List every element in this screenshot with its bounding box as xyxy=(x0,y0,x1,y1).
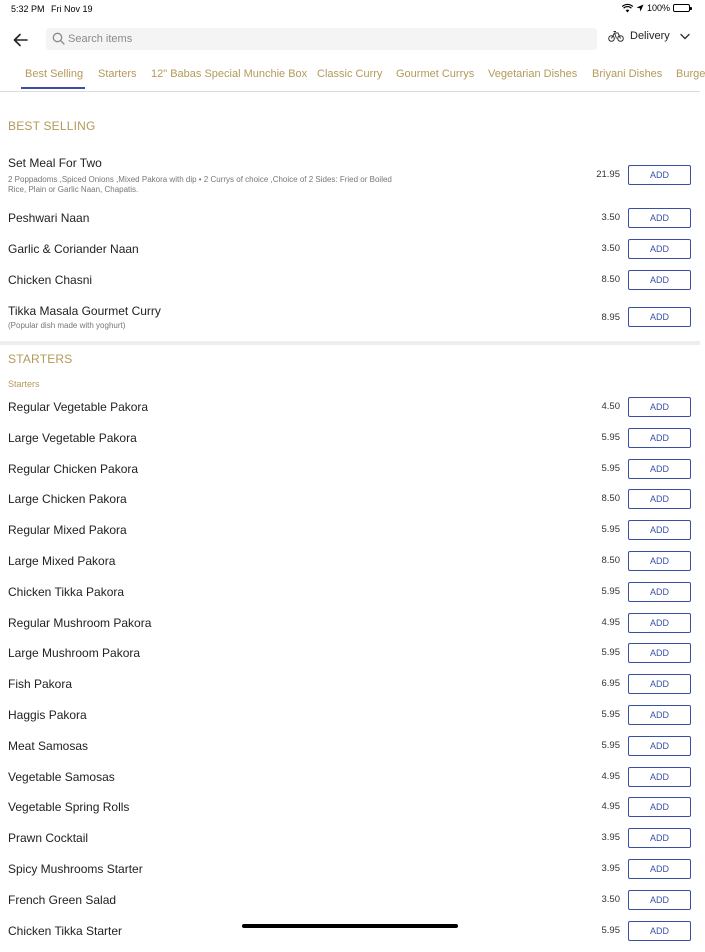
battery-percent: 100% xyxy=(646,3,670,13)
item-name: Chicken Chasni xyxy=(8,273,93,287)
battery-icon xyxy=(673,4,690,12)
add-button[interactable]: ADD xyxy=(628,797,691,817)
add-button[interactable]: ADD xyxy=(628,890,691,910)
wifi-icon xyxy=(622,4,633,13)
item-name: Large Mushroom Pakora xyxy=(8,646,141,661)
add-button[interactable]: ADD xyxy=(628,613,691,633)
item-name: Regular Chicken Pakora xyxy=(8,461,139,476)
list-item xyxy=(0,800,700,828)
add-button[interactable]: ADD xyxy=(628,307,691,327)
tab-best-selling[interactable]: Best Selling xyxy=(25,68,84,80)
item-name: Garlic & Coriander Naan xyxy=(8,242,139,256)
item-name: Spicy Mushrooms Starter xyxy=(8,862,143,876)
list-item xyxy=(0,831,700,859)
item-name: Fish Pakora xyxy=(8,677,73,692)
chevron-down-icon xyxy=(680,33,690,40)
item-price: 5.95 xyxy=(601,709,620,720)
search-icon xyxy=(52,32,65,45)
list-item xyxy=(0,585,700,613)
item-price: 4.95 xyxy=(601,801,620,813)
list-item xyxy=(0,893,700,921)
add-button[interactable]: ADD xyxy=(628,828,691,848)
item-name: Vegetable Spring Rolls xyxy=(8,800,130,815)
item-name: Regular Vegetable Pakora xyxy=(8,400,149,414)
search-bar[interactable] xyxy=(46,28,597,50)
item-name: Chicken Tikka Starter xyxy=(8,923,123,938)
tab-briyani-dishes[interactable]: Briyani Dishes xyxy=(592,68,663,80)
list-item xyxy=(0,646,700,674)
add-button[interactable]: ADD xyxy=(628,551,691,571)
item-price: 3.50 xyxy=(601,212,620,223)
add-button[interactable]: ADD xyxy=(628,397,691,417)
list-item xyxy=(0,156,700,194)
item-name: Large Chicken Pakora xyxy=(8,492,127,507)
search-input[interactable] xyxy=(68,28,588,50)
add-button[interactable]: ADD xyxy=(628,705,691,725)
item-price: 5.95 xyxy=(601,431,620,443)
item-price: 3.50 xyxy=(601,893,620,905)
section-subtitle-starters: Starters xyxy=(8,379,40,389)
item-price: 8.50 xyxy=(601,555,620,566)
item-name: Regular Mixed Pakora xyxy=(8,523,127,538)
section-title-best-selling: BEST SELLING xyxy=(8,119,96,133)
tab-gourmet-currys[interactable]: Gourmet Currys xyxy=(396,68,475,80)
section-title-starters: STARTERS xyxy=(8,352,73,366)
status-time: 5:32 PM xyxy=(11,4,45,14)
add-button[interactable]: ADD xyxy=(628,208,691,228)
item-price: 3.95 xyxy=(601,863,620,874)
list-item xyxy=(0,862,700,890)
item-price: 21.95 xyxy=(596,169,620,180)
add-button[interactable]: ADD xyxy=(628,736,691,756)
item-price: 5.95 xyxy=(601,739,620,751)
item-price: 5.95 xyxy=(601,585,620,597)
item-price: 5.95 xyxy=(601,647,620,659)
item-name: Prawn Cocktail xyxy=(8,831,89,846)
status-indicators xyxy=(622,3,690,13)
arrow-left-icon xyxy=(10,30,32,50)
item-description: 2 Poppadoms ,Spiced Onions ,Mixed Pakora with dip • 2 Currys of choice ,Choice of 2 Sides: Fried or Boiled Rice, Plain or Garlic Naan, Chapatis. xyxy=(8,175,392,194)
add-button[interactable]: ADD xyxy=(628,582,691,602)
home-indicator xyxy=(242,924,458,928)
list-item xyxy=(0,677,700,705)
add-button[interactable]: ADD xyxy=(628,767,691,787)
list-item xyxy=(0,400,700,428)
tab-vegetarian-dishes[interactable]: Vegetarian Dishes xyxy=(488,68,578,80)
add-button[interactable]: ADD xyxy=(628,643,691,663)
list-item xyxy=(0,273,700,301)
add-button[interactable]: ADD xyxy=(628,270,691,290)
list-item xyxy=(0,211,700,239)
add-button[interactable]: ADD xyxy=(628,921,691,941)
add-button[interactable]: ADD xyxy=(628,428,691,448)
tab-classic-curry[interactable]: Classic Curry xyxy=(317,68,383,80)
list-item xyxy=(0,492,700,520)
delivery-selector[interactable] xyxy=(608,30,690,42)
list-item xyxy=(0,523,700,551)
add-button[interactable]: ADD xyxy=(628,859,691,879)
header xyxy=(0,26,700,54)
add-button[interactable]: ADD xyxy=(628,165,691,185)
location-icon xyxy=(636,4,644,12)
item-price: 8.50 xyxy=(601,493,620,505)
add-button[interactable]: ADD xyxy=(628,459,691,479)
tab-starters[interactable]: Starters xyxy=(98,68,137,80)
section-divider xyxy=(0,341,700,345)
item-price: 5.95 xyxy=(601,524,620,536)
item-price: 6.95 xyxy=(601,678,620,690)
item-name: Regular Mushroom Pakora xyxy=(8,615,152,630)
item-name: Set Meal For Two xyxy=(8,156,102,170)
back-button[interactable] xyxy=(10,30,32,50)
list-item xyxy=(0,242,700,270)
active-tab-indicator xyxy=(21,87,85,89)
add-button[interactable]: ADD xyxy=(628,239,691,259)
list-item xyxy=(0,554,700,582)
item-name: Vegetable Samosas xyxy=(8,769,115,784)
item-name: Peshwari Naan xyxy=(8,211,90,225)
item-price: 3.95 xyxy=(601,832,620,844)
tab-burgers[interactable]: Burge xyxy=(676,68,705,80)
item-price: 3.50 xyxy=(601,243,620,254)
bicycle-icon xyxy=(608,30,624,42)
category-tabs xyxy=(0,62,705,92)
item-price: 8.95 xyxy=(601,312,620,323)
add-button[interactable]: ADD xyxy=(628,674,691,694)
tab-munchie-box[interactable]: 12" Babas Special Munchie Box xyxy=(151,68,308,80)
status-bar xyxy=(0,0,700,18)
list-item xyxy=(0,739,700,767)
item-name: Large Vegetable Pakora xyxy=(8,430,137,445)
add-button[interactable]: ADD xyxy=(628,520,691,540)
item-name: Haggis Pakora xyxy=(8,708,87,722)
list-item xyxy=(0,431,700,459)
list-item xyxy=(0,770,700,798)
item-price: 5.95 xyxy=(601,462,620,474)
item-name: Large Mixed Pakora xyxy=(8,554,116,568)
item-price: 4.50 xyxy=(601,401,620,412)
item-price: 8.50 xyxy=(601,274,620,285)
item-description: (Popular dish made with yoghurt) xyxy=(8,321,126,330)
item-price: 4.95 xyxy=(601,616,620,628)
list-item xyxy=(0,708,700,736)
list-item xyxy=(0,304,700,332)
item-name: Tikka Masala Gourmet Curry xyxy=(8,304,161,318)
item-price: 4.95 xyxy=(601,770,620,782)
item-price: 5.95 xyxy=(601,924,620,936)
item-name: French Green Salad xyxy=(8,892,117,907)
status-date: Fri Nov 19 xyxy=(51,4,93,14)
add-button[interactable]: ADD xyxy=(628,489,691,509)
list-item xyxy=(0,462,700,490)
item-name: Chicken Tikka Pakora xyxy=(8,584,125,599)
delivery-label: Delivery xyxy=(630,30,670,42)
list-item xyxy=(0,616,700,644)
item-name: Meat Samosas xyxy=(8,738,89,753)
